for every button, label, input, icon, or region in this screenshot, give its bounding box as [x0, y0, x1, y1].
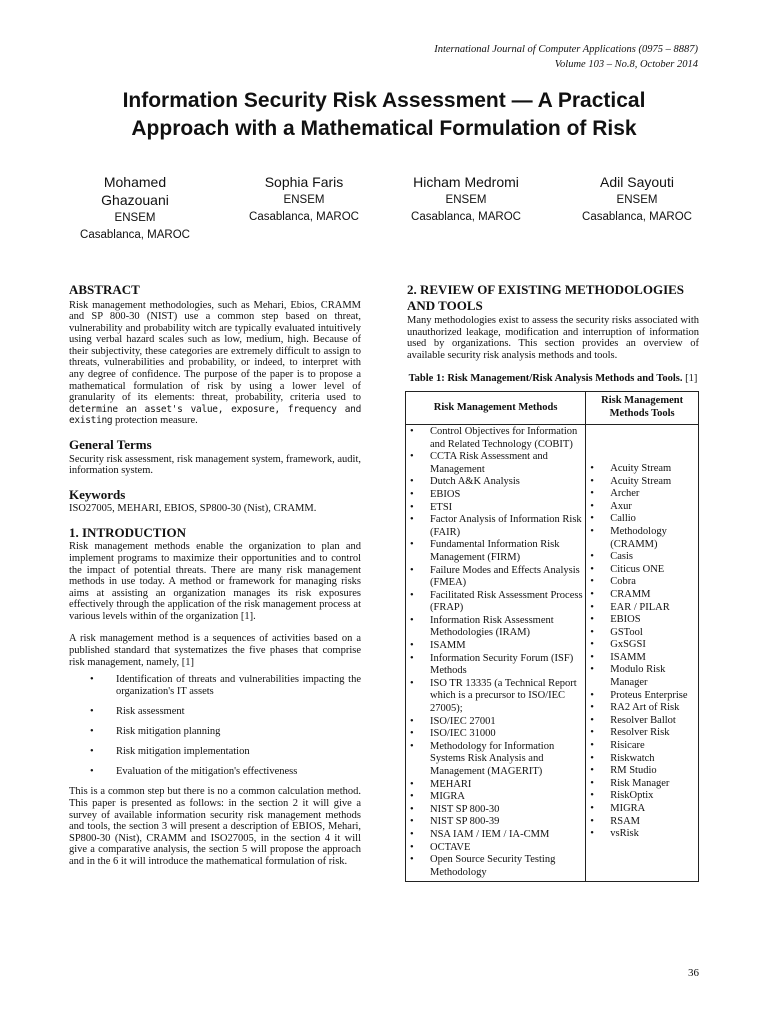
journal-name: International Journal of Computer Applications (0975 – 8887) — [434, 44, 698, 55]
page-number: 36 — [688, 967, 699, 979]
list-item: • Risk mitigation planning — [69, 726, 361, 738]
list-item: • Factor Analysis of Information Risk (FAIR) — [408, 514, 583, 539]
methods-table — [405, 391, 699, 882]
list-item: • Modulo Risk Manager — [588, 664, 696, 689]
author-name: Hicham Medromi — [413, 174, 519, 190]
title-line-1: Information Security Risk Assessment — A Practical — [122, 89, 646, 112]
list-item: • EBIOS — [588, 614, 696, 627]
list-item: • Methodology for Information Systems Risk Analysis and Management (MAGERIT) — [408, 741, 583, 779]
author-institution: ENSEM — [114, 212, 156, 224]
methods-list — [408, 426, 583, 879]
list-item: • Cobra — [588, 576, 696, 589]
author-block — [236, 173, 372, 225]
table-header-row — [406, 391, 699, 424]
abstract-text — [69, 300, 361, 428]
list-item: • EAR / PILAR — [588, 602, 696, 615]
methods-column-header: Risk Management Methods — [406, 391, 586, 424]
methods-cell — [406, 424, 586, 881]
review-text: Many methodologies exist to assess the security risks associated with unauthorized leakage, modification and interruption of information used by organizations. This section provides an overview of available security risk analysis methods and tools. — [407, 315, 699, 361]
list-item: • CRAMM — [588, 589, 696, 602]
table-caption-ref: [1] — [682, 373, 698, 385]
list-item: • Callio — [588, 513, 696, 526]
list-item: • Methodology (CRAMM) — [588, 526, 696, 551]
list-item: • MIGRA — [588, 803, 696, 816]
list-item: • Information Security Forum (ISF) Methods — [408, 653, 583, 678]
introduction-paragraph-1: Risk management methods enable the organization to plan and implement programs to maximize their opportunities and to control the impact of potential threats. There are many risk management methods in use today. A method or framework for managing risks aims at assisting an organization manages its risk exposures effectively through the application of the risk management process at various levels within of the organization [1]. — [69, 541, 361, 622]
list-item: • GSTool — [588, 627, 696, 640]
list-item: • Dutch A&K Analysis — [408, 476, 583, 489]
list-item: • ISAMM — [588, 652, 696, 665]
list-item: • ETSI — [408, 502, 583, 515]
list-item: • Resolver Ballot — [588, 715, 696, 728]
list-item: • Citicus ONE — [588, 564, 696, 577]
risk-phases-list — [69, 674, 361, 778]
list-item: • Risk Manager — [588, 778, 696, 791]
author-block — [72, 173, 198, 243]
list-item: • ISAMM — [408, 640, 583, 653]
list-item: • Acuity Stream — [588, 476, 696, 489]
list-item: • RM Studio — [588, 765, 696, 778]
list-item: • Fundamental Information Risk Management (FIRM) — [408, 539, 583, 564]
author-city: Casablanca, MAROC — [582, 211, 692, 223]
list-item: • Axur — [588, 501, 696, 514]
list-item: • Information Risk Assessment Methodologies (IRAM) — [408, 615, 583, 640]
list-item: • Open Source Security Testing Methodology — [408, 854, 583, 879]
author-block — [398, 173, 534, 225]
list-item: • Resolver Risk — [588, 727, 696, 740]
list-item: • RA2 Art of Risk — [588, 702, 696, 715]
paper-title — [40, 87, 728, 143]
list-item: • Riskwatch — [588, 753, 696, 766]
title-line-2: Approach with a Mathematical Formulation of Risk — [131, 117, 637, 140]
author-city: Casablanca, MAROC — [249, 211, 359, 223]
abstract-body: Risk management methodologies, such as Mehari, Ebios, CRAMM and SP 800-30 (NIST) use a common step based on threat, vulnerability and probability witch are typically evaluated intuitively using verbal hazard scales such as low, medium, high. Because of their subjectivity, these categories are extremely difficult to assign to threats, vulnerabilities and probability, or indeed, to interpret with any degree of confidence. The purpose of the paper is to propose a mathematical formulation of risk by using a lower level of granularity of its elements: threat, probability, criteria used to — [69, 299, 361, 404]
general-terms-heading: General Terms — [69, 437, 152, 453]
keywords-text: ISO27005, MEHARI, EBIOS, SP800-30 (Nist), CRAMM. — [69, 503, 317, 515]
author-institution: ENSEM — [445, 194, 487, 206]
list-item: • Failure Modes and Effects Analysis (FMEA) — [408, 565, 583, 590]
list-item: • vsRisk — [588, 828, 696, 841]
right-column — [407, 282, 699, 882]
abstract-tail: protection measure. — [114, 415, 198, 427]
list-item: • NIST SP 800-39 — [408, 816, 583, 829]
list-item: • MIGRA — [408, 791, 583, 804]
journal-volume: Volume 103 – No.8, October 2014 — [554, 59, 698, 70]
table-caption-text: Table 1: Risk Management/Risk Analysis Methods and Tools. — [408, 373, 683, 385]
list-item: • Risk mitigation implementation — [69, 746, 361, 758]
list-item: • Risicare — [588, 740, 696, 753]
abstract-heading: ABSTRACT — [69, 282, 140, 297]
left-column — [69, 282, 361, 867]
author-name: Adil Sayouti — [600, 174, 674, 190]
tools-column-header: Risk Management Methods Tools — [586, 391, 699, 424]
author-institution: ENSEM — [283, 194, 325, 206]
list-item: • Risk assessment — [69, 706, 361, 718]
list-item: • ISO/IEC 31000 — [408, 728, 583, 741]
table-row — [406, 424, 699, 881]
list-item: • CCTA Risk Assessment and Management — [408, 451, 583, 476]
author-name: Mohamed Ghazouani — [101, 174, 169, 208]
abstract-mono-line: determine an asset's value, exposure, frequency and existing — [69, 403, 361, 427]
introduction-heading: 1. INTRODUCTION — [69, 524, 187, 540]
author-institution: ENSEM — [616, 194, 658, 206]
table-caption — [407, 373, 699, 385]
list-item: • RSAM — [588, 816, 696, 829]
list-item: • MEHARI — [408, 779, 583, 792]
list-item: • EBIOS — [408, 489, 583, 502]
list-item: • RiskOptix — [588, 790, 696, 803]
introduction-paragraph-2: A risk management method is a sequences of activities based on a published standard that systematizes the five phases that comprise risk management, namely, [1] — [69, 633, 361, 668]
list-item: • Control Objectives for Information and Related Technology (COBIT) — [408, 426, 583, 451]
author-block — [569, 173, 705, 225]
author-city: Casablanca, MAROC — [411, 211, 521, 223]
author-city: Casablanca, MAROC — [80, 229, 190, 241]
list-item: • Archer — [588, 488, 696, 501]
keywords-heading: Keywords — [69, 486, 126, 502]
list-item: • Identification of threats and vulnerabilities impacting the organization's IT assets — [69, 674, 361, 697]
general-terms-text: Security risk assessment, risk management system, framework, audit, information system. — [69, 453, 361, 477]
tools-cell — [586, 424, 699, 881]
author-name: Sophia Faris — [264, 174, 344, 190]
list-item: • ISO/IEC 27001 — [408, 716, 583, 729]
list-item: • Evaluation of the mitigation's effectiveness — [69, 766, 361, 778]
list-item: • NIST SP 800-30 — [408, 804, 583, 817]
list-item: • Proteus Enterprise — [588, 690, 696, 703]
introduction-paragraph-3: This is a common step but there is no a common calculation method. This paper is presented as follows: in the section 2 it will give a survey of available information security risk management methods and tools, the section 3 will present a description of EBIOS, Mehari, SP800-30 (Nist), CRAMM and ISO27005, in the section 4 it will give a comparative analysis, the section 5 will propose the approach and in the 6 it will introduce the mathematical formulation of risk. — [69, 786, 361, 867]
list-item: • ISO TR 13335 (a Technical Report which is a precursor to ISO/IEC 27005); — [408, 678, 583, 716]
journal-header — [434, 42, 698, 72]
review-heading: 2. REVIEW OF EXISTING METHODOLOGIES AND TOOLS — [407, 282, 685, 313]
list-item: • OCTAVE — [408, 842, 583, 855]
list-item: • Facilitated Risk Assessment Process (FRAP) — [408, 590, 583, 615]
list-item: • Casis — [588, 551, 696, 564]
list-item: • NSA IAM / IEM / IA-CMM — [408, 829, 583, 842]
list-item: • Acuity Stream — [588, 463, 696, 476]
list-item: • GxSGSI — [588, 639, 696, 652]
tools-list — [588, 463, 696, 841]
